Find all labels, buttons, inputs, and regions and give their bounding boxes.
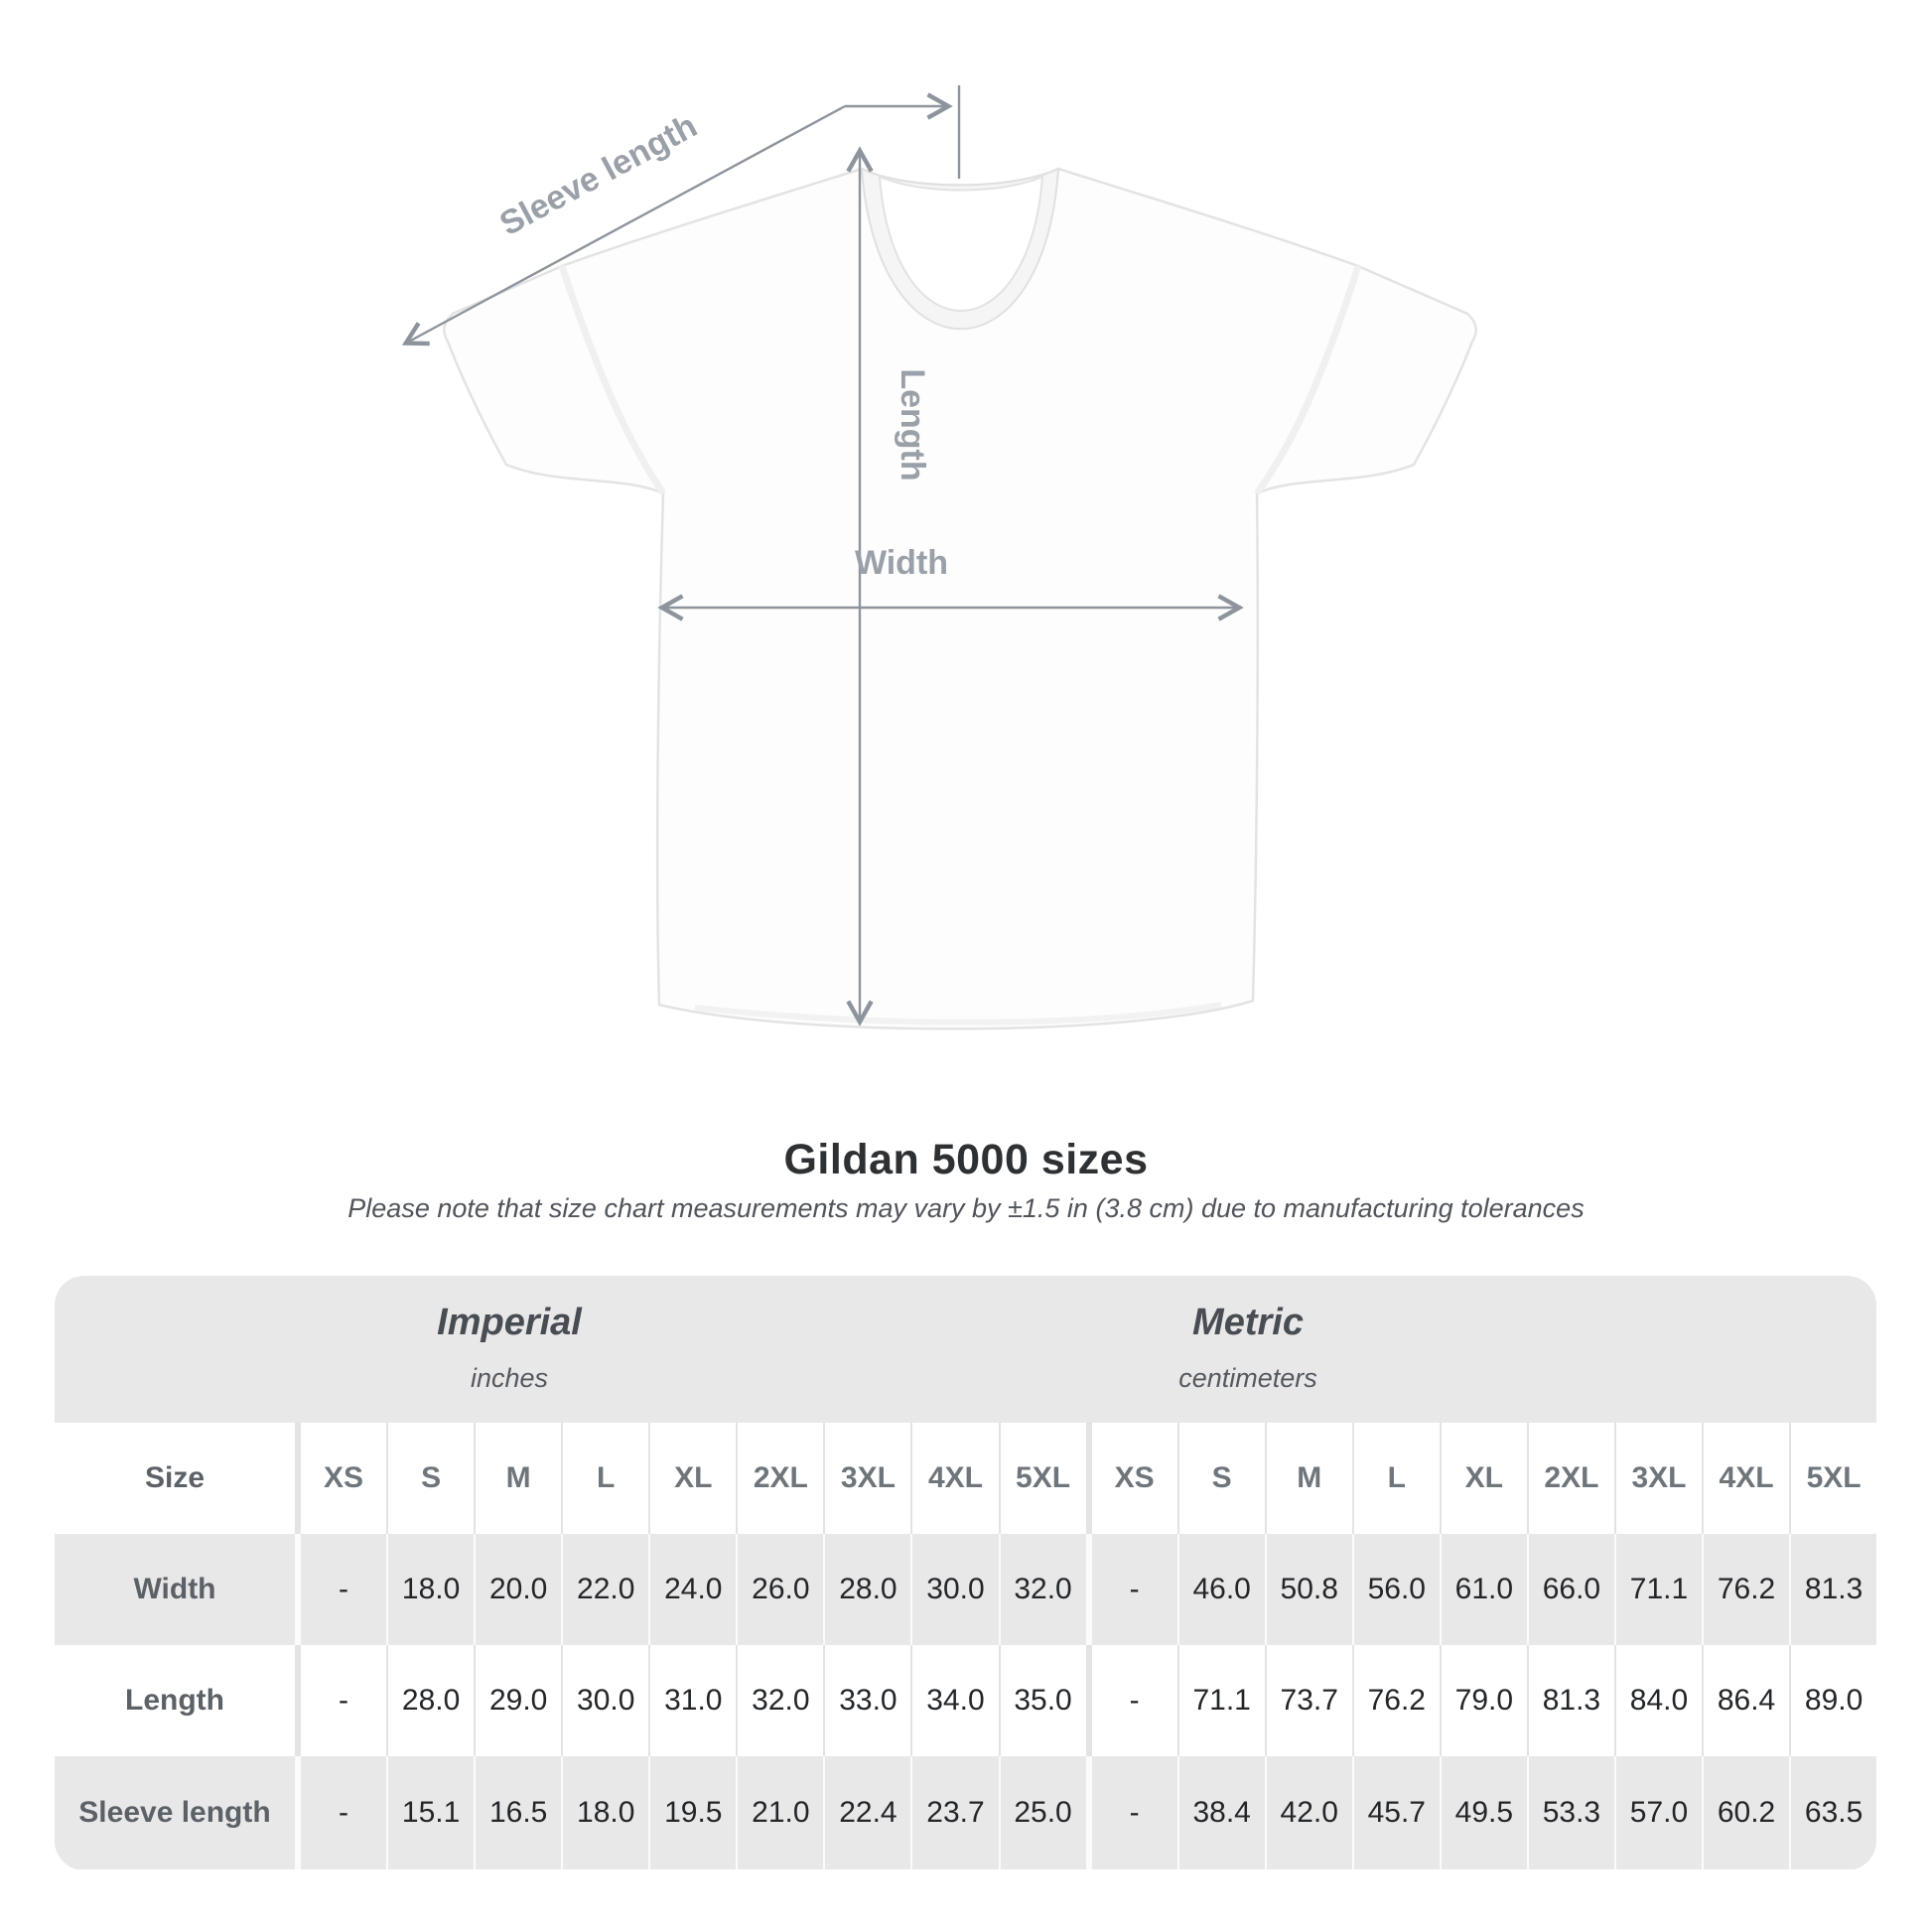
table-cell: 33.0 [823,1645,910,1756]
col-header: XL [1440,1423,1527,1534]
table-row-sleeve-length [55,1756,1876,1869]
table-cell: - [295,1756,386,1869]
table-cell: 50.8 [1265,1534,1352,1645]
table-cell: 76.2 [1702,1534,1789,1645]
table-cell: 23.7 [910,1756,998,1869]
width-label: Width [854,544,949,582]
col-header: 2XL [736,1423,823,1534]
table-cell: 18.0 [561,1756,648,1869]
table-cell: 57.0 [1614,1756,1702,1869]
table-cell: 63.5 [1789,1756,1876,1869]
table-cell: - [1086,1645,1177,1756]
table-cell: 21.0 [736,1756,823,1869]
table-cell: 81.3 [1789,1534,1876,1645]
size-corner-label: Size [144,1461,206,1494]
size-header-row [55,1423,1876,1534]
size-table [55,1276,1876,1870]
table-cell: 45.7 [1352,1756,1440,1869]
table-cell: 30.0 [910,1534,998,1645]
table-cell: - [1086,1756,1177,1869]
table-cell: 28.0 [823,1534,910,1645]
imperial-unit-label: inches [470,1363,549,1393]
table-cell: 81.3 [1527,1645,1614,1756]
table-cell: 32.0 [736,1645,823,1756]
table-cell: 49.5 [1440,1756,1527,1869]
table-cell: 22.0 [561,1534,648,1645]
col-header: M [474,1423,561,1534]
table-cell: 61.0 [1440,1534,1527,1645]
col-header: 5XL [1789,1423,1876,1534]
table-cell: 86.4 [1702,1645,1789,1756]
table-cell: 56.0 [1352,1534,1440,1645]
table-cell: 38.4 [1177,1756,1265,1869]
metric-unit-label: centimeters [1178,1363,1317,1393]
table-cell: 24.0 [648,1534,736,1645]
col-header: L [561,1423,648,1534]
imperial-group-label: Imperial [437,1302,582,1343]
table-cell: 46.0 [1177,1534,1265,1645]
table-cell: 19.5 [648,1756,736,1869]
table-cell: 71.1 [1614,1534,1702,1645]
sleeve-length-label: Sleeve length [493,106,704,244]
table-cell: 16.5 [474,1756,561,1869]
table-cell: - [295,1645,386,1756]
col-header: 3XL [823,1423,910,1534]
table-cell: 28.0 [386,1645,474,1756]
table-cell: 79.0 [1440,1645,1527,1756]
col-header: XS [1086,1423,1177,1534]
col-header: XL [648,1423,736,1534]
table-cell: - [1086,1534,1177,1645]
col-header: 2XL [1527,1423,1614,1534]
length-label: Length [894,368,931,482]
tshirt-illustration [444,169,1475,1029]
unit-group-header [55,1276,1876,1423]
table-cell: 29.0 [474,1645,561,1756]
table-cell: 71.1 [1177,1645,1265,1756]
table-cell: 66.0 [1527,1534,1614,1645]
table-cell: 30.0 [561,1645,648,1756]
col-header: 3XL [1614,1423,1702,1534]
table-cell: 18.0 [386,1534,474,1645]
col-header: XS [295,1423,386,1534]
row-label: Width [133,1573,216,1605]
table-cell: 53.3 [1527,1756,1614,1869]
table-row-width [55,1534,1876,1645]
table-cell: 25.0 [999,1756,1086,1869]
col-header: M [1265,1423,1352,1534]
col-header: 4XL [1702,1423,1789,1534]
table-cell: 42.0 [1265,1756,1352,1869]
table-cell: 89.0 [1789,1645,1876,1756]
table-cell: - [295,1534,386,1645]
table-cell: 26.0 [736,1534,823,1645]
table-cell: 35.0 [999,1645,1086,1756]
table-cell: 34.0 [910,1645,998,1756]
col-header: S [386,1423,474,1534]
table-cell: 84.0 [1614,1645,1702,1756]
table-cell: 31.0 [648,1645,736,1756]
table-row-length [55,1645,1876,1756]
row-label: Length [125,1684,224,1717]
table-cell: 73.7 [1265,1645,1352,1756]
col-header: L [1352,1423,1440,1534]
tolerance-note: Please note that size chart measurements may vary by ±1.5 in (3.8 cm) due to manufacturing tolerances [347,1193,1585,1223]
table-cell: 20.0 [474,1534,561,1645]
col-header: S [1177,1423,1265,1534]
col-header: 5XL [999,1423,1086,1534]
table-cell: 15.1 [386,1756,474,1869]
page-title: Gildan 5000 sizes [783,1136,1149,1183]
table-cell: 76.2 [1352,1645,1440,1756]
metric-group-label: Metric [1192,1302,1304,1343]
table-cell: 22.4 [823,1756,910,1869]
row-label: Sleeve length [78,1796,271,1829]
col-header: 4XL [910,1423,998,1534]
table-cell: 60.2 [1702,1756,1789,1869]
table-cell: 32.0 [999,1534,1086,1645]
